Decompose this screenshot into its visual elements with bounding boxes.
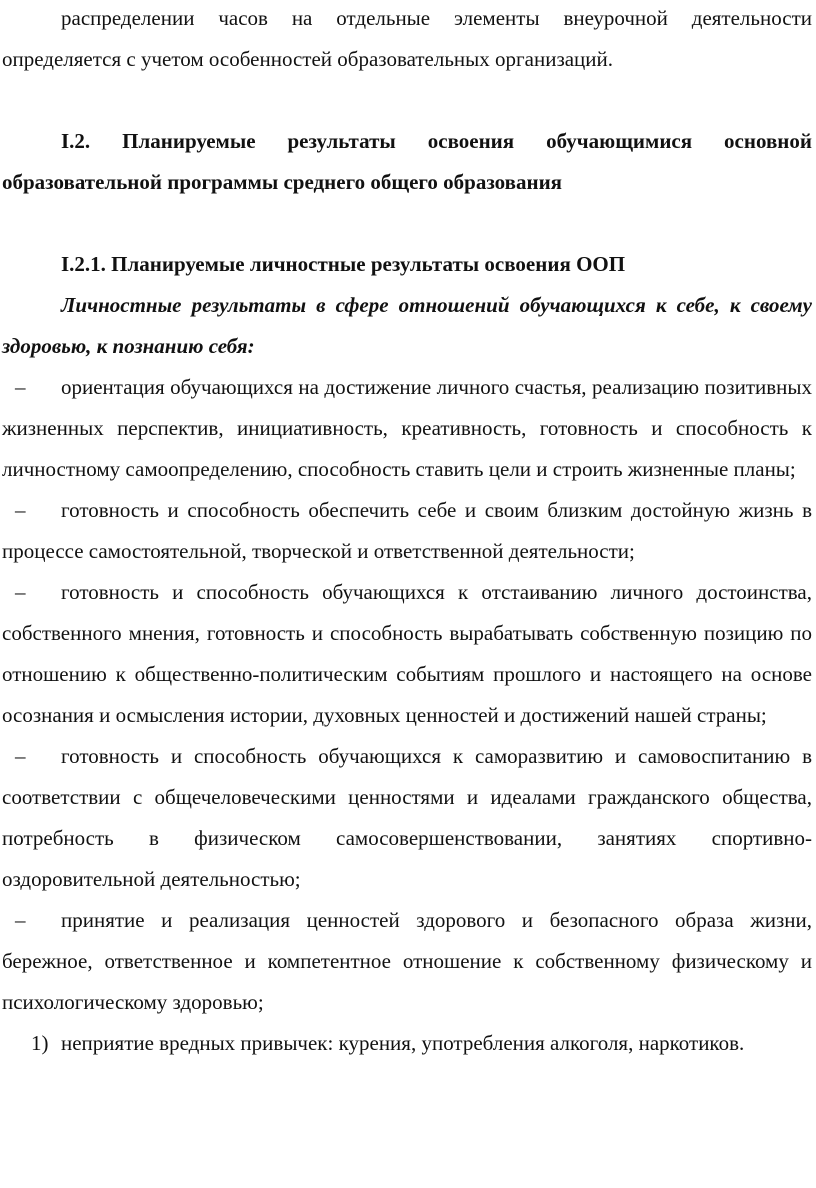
list-item [2, 367, 812, 490]
list-item-text: готовность и способность обучающихся к отстаиванию личного достоинства, собственного мнения, готовность и способность вырабатывать собственную позицию по отношению к общественно-политическим событиям прошлого и настоящего на основе осознания и осмысления истории, духовных ценностей и достижений нашей страны; [2, 580, 812, 727]
numbered-item [2, 1023, 812, 1064]
list-item-text: принятие и реализация ценностей здорового и безопасного образа жизни, бережное, ответственное и компетентное отношение к собственному физическому и психологическому здоровью; [2, 908, 812, 1014]
list-item-text: ориентация обучающихся на достижение личного счастья, реализацию позитивных жизненных перспектив, инициативность, креативность, готовность и способность к личностному самоопределению, способность ставить цели и строить жизненные планы; [2, 375, 812, 481]
bullet-dash: – [15, 908, 26, 932]
list-item [2, 736, 812, 900]
item-number: 1) [31, 1031, 49, 1055]
bullet-dash: – [15, 744, 26, 768]
list-item [2, 572, 812, 736]
numbered-item-text: неприятие вредных привычек: курения, употребления алкоголя, наркотиков. [61, 1031, 745, 1055]
list-item-text: готовность и способность обеспечить себе и своим близким достойную жизнь в процессе самостоятельной, творческой и ответственной деятельности; [2, 498, 812, 563]
category-heading: Личностные результаты в сфере отношений обучающихся к себе, к своему здоровью, к познанию себя: [2, 293, 812, 358]
body-paragraph: распределении часов на отдельные элементы внеурочной деятельности определяется с учетом особенностей образовательных организаций. [2, 6, 812, 71]
list-item-text: готовность и способность обучающихся к саморазвитию и самовоспитанию в соответствии с общечеловеческими ценностями и идеалами гражданского общества, потребность в физическом самосовершенствовании, занятиях спортивно-оздоровительной деятельностью; [2, 744, 812, 891]
bullet-dash: – [15, 375, 26, 399]
bullet-dash: – [15, 580, 26, 604]
subsection-heading: I.2.1. Планируемые личностные результаты освоения ООП [61, 252, 626, 276]
list-item [2, 490, 812, 572]
bullet-dash: – [15, 498, 26, 522]
section-heading: I.2. Планируемые результаты освоения обучающимися основной образовательной программы среднего общего образования [2, 129, 812, 194]
list-item [2, 900, 812, 1023]
